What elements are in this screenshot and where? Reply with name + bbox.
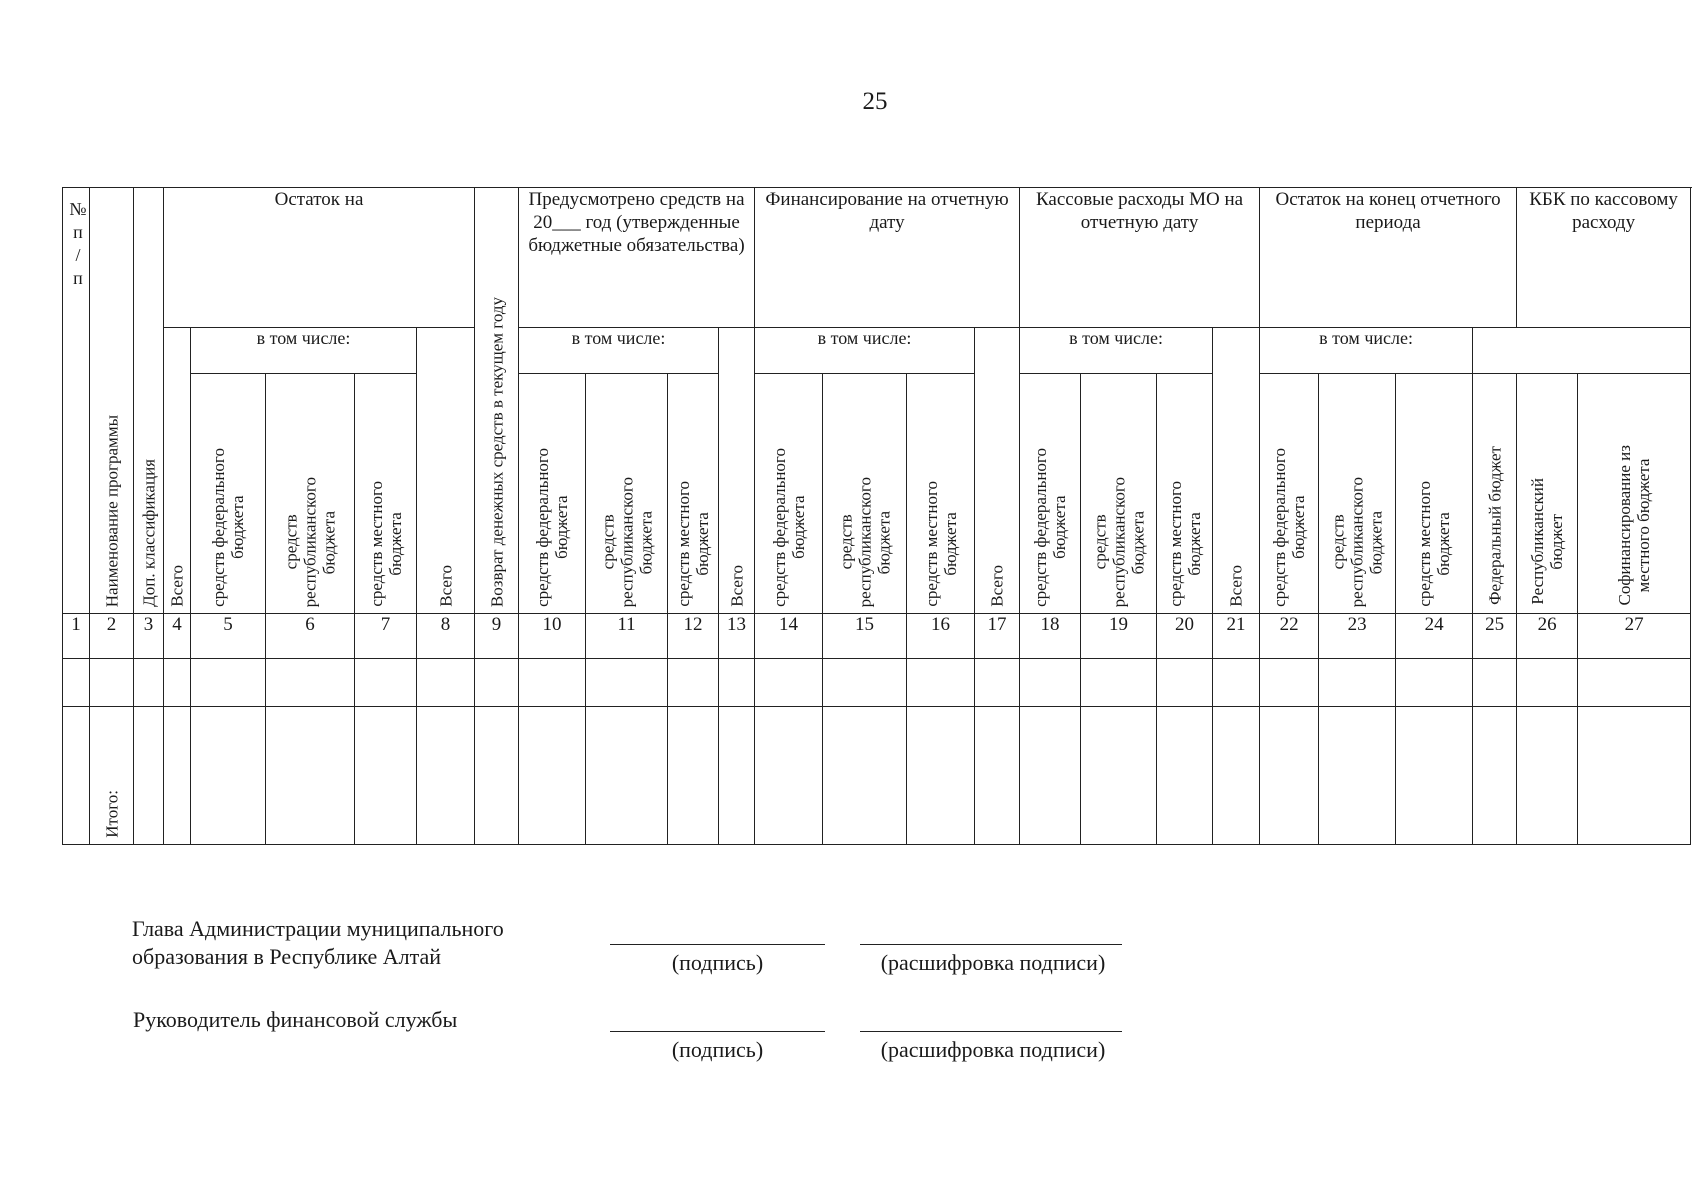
col-header-resp: средств республиканского бюджета xyxy=(266,374,355,614)
column-number: 14 xyxy=(755,614,823,659)
col-header-fed: средств федерального бюджета xyxy=(519,374,586,614)
column-number: 11 xyxy=(586,614,668,659)
col-header-vsego: Всего xyxy=(417,328,475,614)
col-header-vsego: Всего xyxy=(719,328,755,614)
group-predusmotreno: Предусмотрено средств на 20___ год (утвержденные бюджетные обязательства) xyxy=(519,188,755,328)
table-cell xyxy=(1578,707,1691,845)
column-number: 10 xyxy=(519,614,586,659)
table-cell xyxy=(191,707,266,845)
signature-caption: (подпись) xyxy=(671,950,764,975)
signature-caption: (подпись) xyxy=(671,1037,764,1062)
table-cell xyxy=(1020,659,1081,707)
table-cell xyxy=(134,707,164,845)
table-cell xyxy=(475,659,519,707)
column-number: 22 xyxy=(1260,614,1319,659)
col-header-dop-class: Доп. классификация xyxy=(134,188,164,614)
col-header-kbk-sof: Софинансирование из местного бюджета xyxy=(1578,374,1691,614)
col-header-mest: средств местного бюджета xyxy=(1157,374,1213,614)
header-row-groups xyxy=(63,188,1691,328)
col-header-vozvrat: Возврат денежных средств в текущем году xyxy=(475,188,519,614)
table-cell xyxy=(417,707,475,845)
col-header-number: № п / п xyxy=(63,188,90,614)
table-cell xyxy=(1157,707,1213,845)
column-number: 20 xyxy=(1157,614,1213,659)
column-number: 9 xyxy=(475,614,519,659)
head-title: Глава Администрации муниципального образования в Республике Алтай xyxy=(132,916,504,969)
group-kbk: КБК по кассовому расходу xyxy=(1517,188,1691,328)
table-cell xyxy=(586,659,668,707)
col-header-fed: средств федерального бюджета xyxy=(191,374,266,614)
table-cell xyxy=(519,707,586,845)
header-row-subcolumns xyxy=(63,374,1691,614)
table-cell xyxy=(1396,707,1473,845)
col-header-mest: средств местного бюджета xyxy=(355,374,417,614)
table-cell xyxy=(1081,659,1157,707)
group-financirovanie: Финансирование на отчетную дату xyxy=(755,188,1020,328)
column-number: 19 xyxy=(1081,614,1157,659)
table-cell xyxy=(63,707,90,845)
table-row-empty xyxy=(63,659,1691,707)
column-number: 13 xyxy=(719,614,755,659)
col-header-vsego: Всего xyxy=(164,328,191,614)
table-cell xyxy=(1157,659,1213,707)
column-number: 8 xyxy=(417,614,475,659)
table-cell xyxy=(586,707,668,845)
table-cell xyxy=(1396,659,1473,707)
table-cell xyxy=(1020,707,1081,845)
column-number: 26 xyxy=(1517,614,1578,659)
column-number: 3 xyxy=(134,614,164,659)
table-cell xyxy=(907,659,975,707)
table-cell xyxy=(668,707,719,845)
col-header-vsego: Всего xyxy=(1213,328,1260,614)
finance-title: Руководитель финансовой службы xyxy=(133,1007,458,1032)
table-cell xyxy=(266,707,355,845)
column-number: 5 xyxy=(191,614,266,659)
col-header-mest: средств местного бюджета xyxy=(907,374,975,614)
col-header-mest: средств местного бюджета xyxy=(668,374,719,614)
table-cell xyxy=(755,659,823,707)
table-cell xyxy=(90,659,134,707)
table-cell xyxy=(1260,659,1319,707)
signature-decode-caption: (расшифровка подписи) xyxy=(880,1037,1106,1062)
subgroup-v-tom-chisle: в том числе: xyxy=(1020,328,1213,374)
column-number: 1 xyxy=(63,614,90,659)
table-cell xyxy=(907,707,975,845)
signature-decode-line xyxy=(860,944,1122,945)
table-cell xyxy=(355,659,417,707)
col-header-mest: средств местного бюджета xyxy=(1396,374,1473,614)
col-header-fed: средств федерального бюджета xyxy=(755,374,823,614)
column-number: 16 xyxy=(907,614,975,659)
column-number: 7 xyxy=(355,614,417,659)
column-number: 17 xyxy=(975,614,1020,659)
col-header-fed: средств федерального бюджета xyxy=(1260,374,1319,614)
table-cell xyxy=(475,707,519,845)
table-cell xyxy=(266,659,355,707)
column-number: 6 xyxy=(266,614,355,659)
col-header-kbk-resp: Республиканский бюджет xyxy=(1517,374,1578,614)
signature-decode-caption: (расшифровка подписи) xyxy=(880,950,1106,975)
table-cell xyxy=(823,707,907,845)
table-cell xyxy=(1319,707,1396,845)
table-cell xyxy=(1213,659,1260,707)
col-header-vsego: Всего xyxy=(975,328,1020,614)
column-number: 2 xyxy=(90,614,134,659)
column-number: 24 xyxy=(1396,614,1473,659)
table-cell xyxy=(63,659,90,707)
subgroup-v-tom-chisle: в том числе: xyxy=(755,328,975,374)
column-number: 4 xyxy=(164,614,191,659)
table-cell xyxy=(1578,659,1691,707)
subgroup-v-tom-chisle: в том числе: xyxy=(191,328,417,374)
table-cell xyxy=(719,707,755,845)
table-cell xyxy=(1473,659,1517,707)
signature-decode-line xyxy=(860,1031,1122,1032)
header-row-vtomchisle xyxy=(63,328,1691,374)
report-table xyxy=(62,187,1691,845)
column-number: 23 xyxy=(1319,614,1396,659)
column-numbers-row xyxy=(63,614,1691,659)
col-header-resp: средств республиканского бюджета xyxy=(586,374,668,614)
table-cell xyxy=(191,659,266,707)
col-header-kbk-fed: Федеральный бюджет xyxy=(1473,374,1517,614)
table-row-itogo xyxy=(63,707,1691,845)
table-cell xyxy=(1517,659,1578,707)
table-cell xyxy=(1319,659,1396,707)
table-cell xyxy=(1213,707,1260,845)
table-cell xyxy=(355,707,417,845)
kbk-blank-subheader xyxy=(1473,328,1691,374)
column-number: 12 xyxy=(668,614,719,659)
col-header-resp: средств республиканского бюджета xyxy=(823,374,907,614)
column-number: 18 xyxy=(1020,614,1081,659)
table-cell xyxy=(719,659,755,707)
table-cell xyxy=(164,707,191,845)
table-cell xyxy=(823,659,907,707)
subgroup-v-tom-chisle: в том числе: xyxy=(1260,328,1473,374)
table-cell xyxy=(668,659,719,707)
group-ostatok-konec: Остаток на конец отчетного периода xyxy=(1260,188,1517,328)
table-cell xyxy=(755,707,823,845)
table-cell xyxy=(975,659,1020,707)
col-header-resp: средств республиканского бюджета xyxy=(1081,374,1157,614)
signature-line xyxy=(610,1031,825,1032)
column-number: 15 xyxy=(823,614,907,659)
table-cell xyxy=(1260,707,1319,845)
col-header-resp: средств республиканского бюджета xyxy=(1319,374,1396,614)
col-header-fed: средств федерального бюджета xyxy=(1020,374,1081,614)
table-cell xyxy=(134,659,164,707)
table-cell xyxy=(1517,707,1578,845)
subgroup-v-tom-chisle: в том числе: xyxy=(519,328,719,374)
column-number: 25 xyxy=(1473,614,1517,659)
column-number: 21 xyxy=(1213,614,1260,659)
table-cell xyxy=(1081,707,1157,845)
table-cell xyxy=(1473,707,1517,845)
table-cell xyxy=(164,659,191,707)
page-number: 25 xyxy=(862,88,888,115)
table-cell xyxy=(519,659,586,707)
group-ostatok-na: Остаток на xyxy=(164,188,475,328)
col-header-program: Наименование программы xyxy=(90,188,134,614)
column-number: 27 xyxy=(1578,614,1691,659)
group-kassovye-rashody: Кассовые расходы МО на отчетную дату xyxy=(1020,188,1260,328)
table-cell xyxy=(975,707,1020,845)
table-cell xyxy=(417,659,475,707)
signature-line xyxy=(610,944,825,945)
itogo-label: Итого: xyxy=(90,707,134,845)
